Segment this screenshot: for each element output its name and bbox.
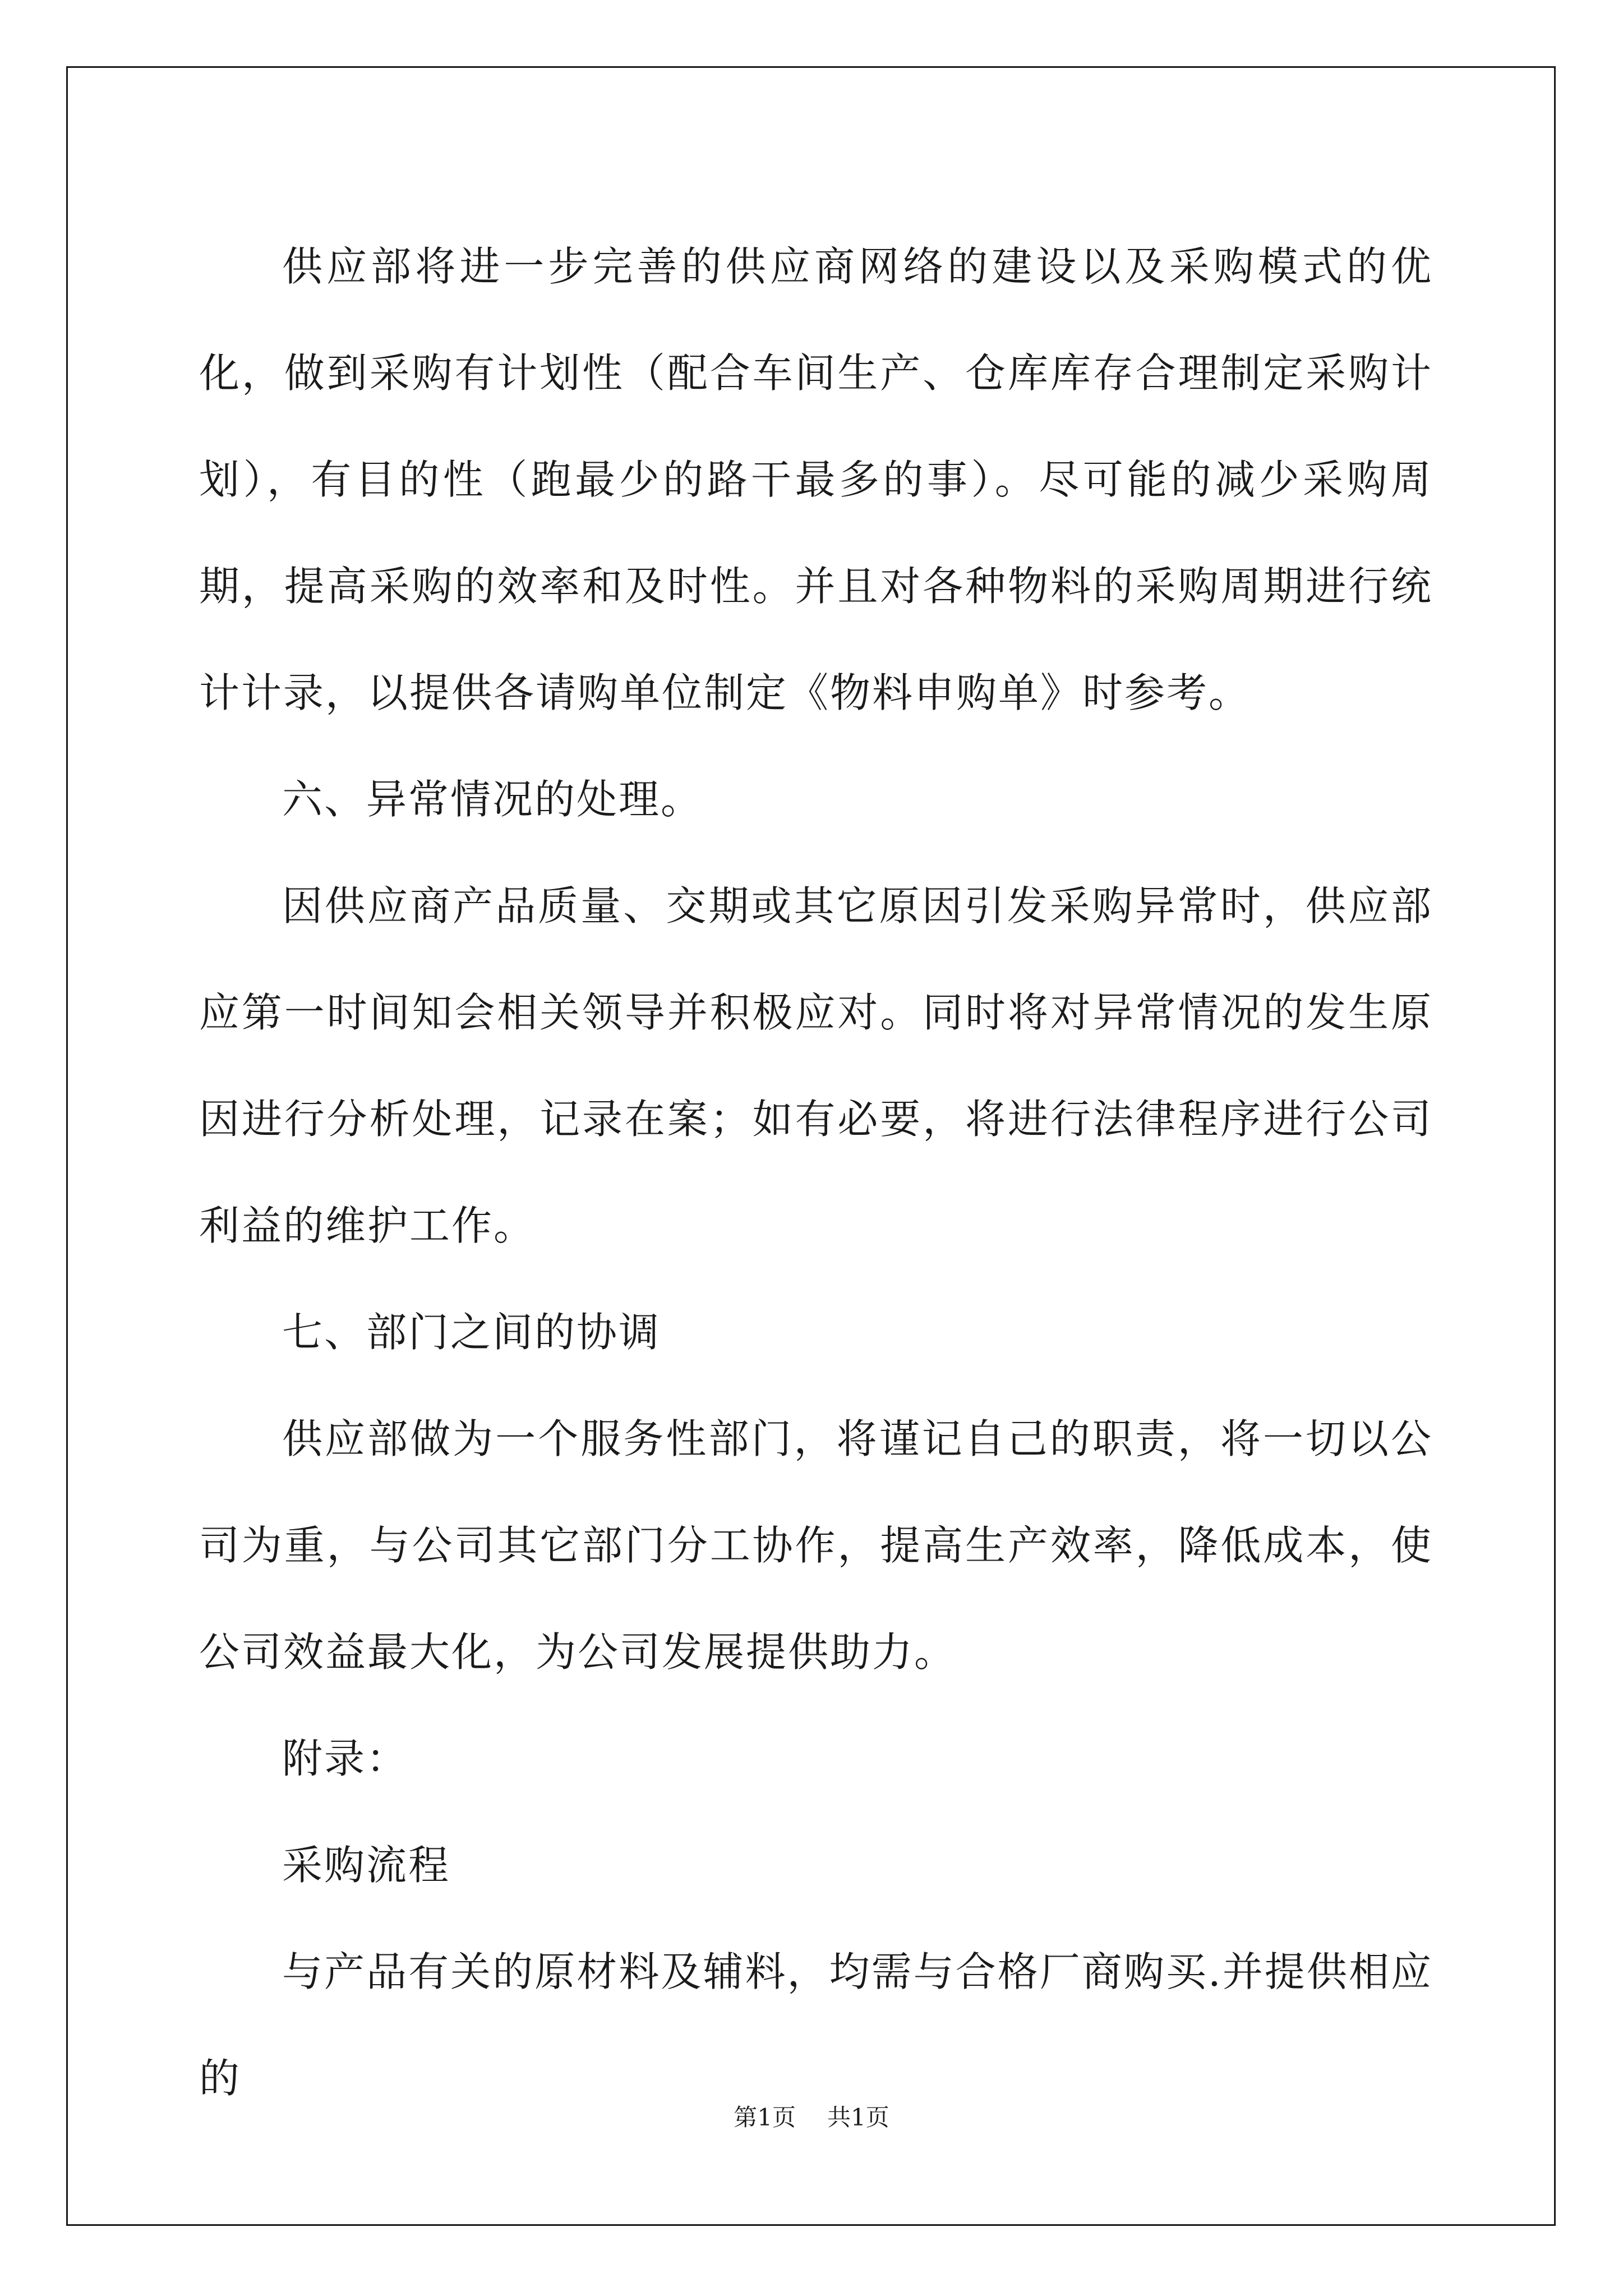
document-body: [199, 213, 1433, 2132]
procurement-process-heading: 采购流程: [282, 1842, 451, 1889]
paragraph-purchasing-plan: 供应部将进一步完善的供应商网络的建设以及采购模式的优化，做到采购有计划性（配合车间生产、仓库库存合理制定采购计划），有目的性（跑最少的路干最多的事）。尽可能的减少采购周期，提高采购的效率和及时性。并且对各种物料的采购周期进行统计计录，以提供各请购单位制定《物料申购单》时参考。: [199, 243, 1433, 716]
paragraph-materials: 与产品有关的原材料及辅料，均需与合格厂商购买.并提供相应的: [199, 1948, 1433, 2102]
page-footer: [0, 2099, 1623, 2133]
appendix-heading: 附录：: [282, 1735, 409, 1782]
paragraph-coordination: 供应部做为一个服务性部门，将谨记自己的职责，将一切以公司为重，与公司其它部门分工协作，提高生产效率，降低成本，使公司效益最大化，为公司发展提供助力。: [199, 1415, 1433, 1676]
paragraph-exceptions: 因供应商产品质量、交期或其它原因引发采购异常时，供应部应第一时间知会相关领导并积极应对。同时将对异常情况的发生原因进行分析处理，记录在案；如有必要，将进行法律程序进行公司利益的维护工作。: [199, 882, 1433, 1249]
section-heading-exceptions: 六、异常情况的处理。: [282, 776, 703, 823]
section-heading-coordination: 七、部门之间的协调: [282, 1309, 661, 1356]
page-number-current: 第1页: [734, 2104, 796, 2131]
page-number-total: 共1页: [827, 2104, 889, 2131]
